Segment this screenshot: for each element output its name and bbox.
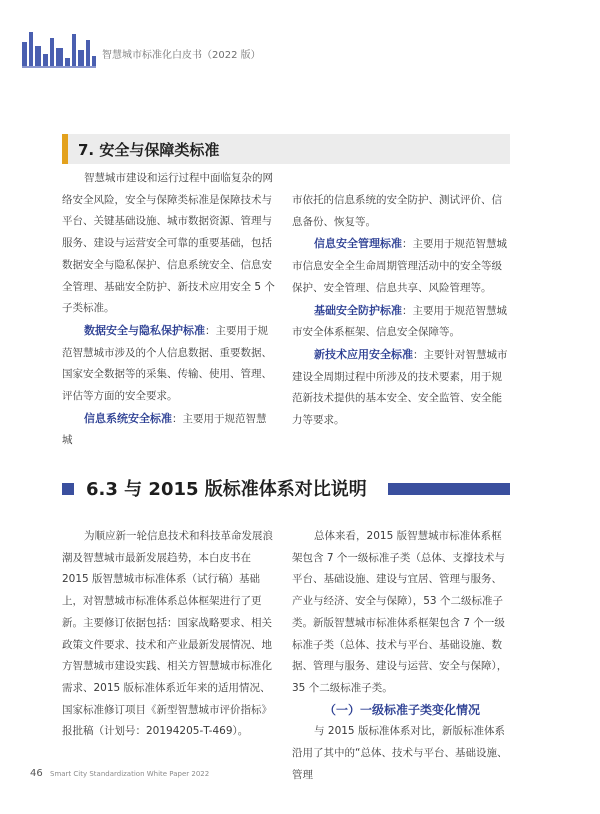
item-data-privacy (62, 320, 276, 408)
subheading-paragraph: 与 2015 版标准体系对比，新版标准体系沿用了其中的“总体、技术与平台、基础设施、管理 (292, 725, 508, 781)
footer-text: Smart City Standardization White Paper 2022 (50, 770, 210, 778)
item-desc: ：主要针对智慧城市建设全周期过程中所涉及的技术要素，用于规范新技术提供的基本安全、安全监管、安全能力等要求。 (292, 348, 508, 427)
item-info-system-continuation: 市依托的信息系统的安全防护、测试评价、信息备份、恢复等。 (292, 194, 502, 228)
heading-rule-bar (388, 483, 510, 495)
section-6-3-left-column (62, 526, 276, 743)
revision-basis-paragraph: 为顺应新一轮信息技术和科技革命发展浪潮及智慧城市最新发展趋势，本白皮书在 2015 版智慧城市标准体系（试行稿）基础上，对智慧城市标准体系总体框架进行了更新。主要修订依据包括：国家战略要求、相关政策文件要求、技术和产业最新发展情况、地方智慧城市建设实践、相关方智慧城市标准化需求、2015 版标准体系近年来的适用情况、国家标准修订项目《新型智慧城市评价指标》报批稿（计划号：20194205-T-469）。 (62, 530, 274, 738)
item-term: 基础安全防护标准 (314, 303, 403, 317)
section-7-left-column (62, 168, 276, 452)
section-7-title: 7. 安全与保障类标准 (78, 141, 220, 159)
heading-accent-bar (62, 134, 68, 164)
item-basic-protection (292, 300, 512, 344)
intro-paragraph: 智慧城市建设和运行过程中面临复杂的网络安全风险，安全与保障类标准是保障技术与平台、关键基础设施、城市数据资源、管理与服务、建设与运营安全可靠的重要基础，包括数据安全与隐私保护、信息系统安全、信息安全管理、基础安全防护、新技术应用安全 5 个子类标准。 (62, 172, 275, 315)
item-info-management (292, 233, 512, 299)
section-7-heading (62, 134, 510, 164)
item-info-system (62, 408, 276, 452)
section-7-right-column (292, 190, 512, 432)
item-desc: ：主要用于规范智慧城 (62, 412, 267, 447)
item-new-tech (292, 344, 512, 432)
page-number: 46 (30, 768, 43, 779)
section-6-3-heading (62, 473, 510, 507)
section-6-3-title: 6.3 与 2015 版标准体系对比说明 (86, 479, 367, 500)
section-6-3-right-column (292, 526, 512, 786)
subheading: （一）一级标准子类变化情况 (323, 702, 480, 717)
item-desc: ：主要用于规范智慧城市安全体系框架、信息安全保障等。 (292, 304, 508, 339)
item-desc: ：主要用于规范智慧城市涉及的个人信息数据、重要数据、国家安全数据等的采集、传输、使用、管理、评估等方面的安全要求。 (62, 324, 272, 403)
item-term: 信息系统安全标准 (84, 411, 173, 425)
city-skyline-icon (22, 28, 96, 68)
heading-square-marker (62, 483, 74, 495)
header-title: 智慧城市标准化白皮书（2022 版） (102, 50, 261, 61)
item-term: 数据安全与隐私保护标准 (84, 323, 206, 337)
item-term: 新技术应用安全标准 (314, 347, 414, 361)
item-term: 信息安全管理标准 (314, 237, 403, 251)
overview-paragraph: 总体来看，2015 版智慧城市标准体系框架包含 7 个一级标准子类（总体、支撑技术与平台、基础设施、建设与宜居、管理与服务、产业与经济、安全与保障），53 个二级标准子类。新版智慧城市标准体系框架包含 7 个一级标准子类（总体、技术与平台、基础设施、数据、管理与服务、建设与运营、安全与保障），35 个二级标准子类。 (292, 530, 508, 694)
item-desc: ：主要用于规范智慧城市信息安全全生命周期管理活动中的安全等级保护、安全管理、信息共享、风险管理等。 (292, 238, 508, 294)
